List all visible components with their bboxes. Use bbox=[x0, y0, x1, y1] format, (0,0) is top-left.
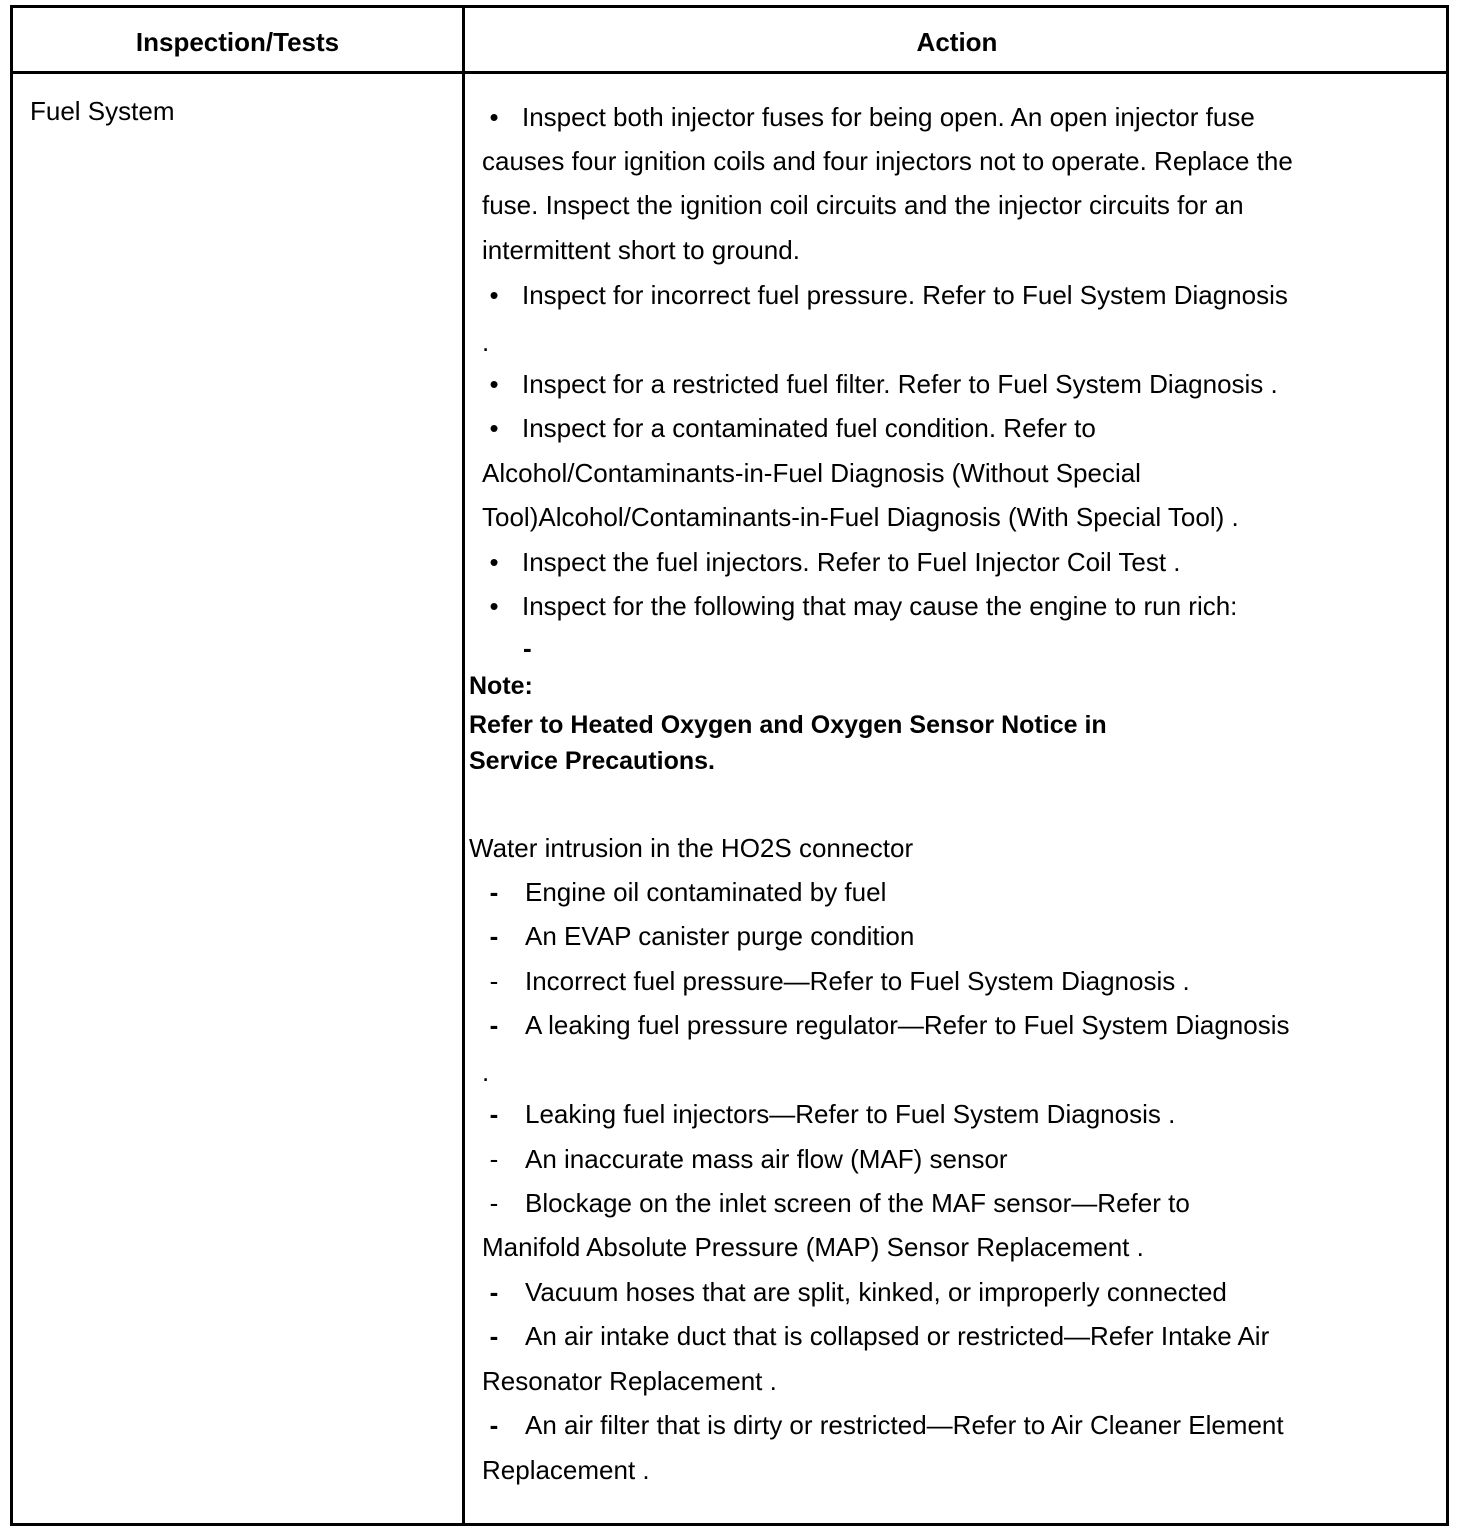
dash-marker: - bbox=[489, 1010, 499, 1040]
list-item-text: Inspect both injector fuses for being open. An open injector fuse bbox=[522, 102, 1255, 132]
dash-marker: - bbox=[523, 633, 532, 663]
list-item-text: causes four ignition coils and four injectors not to operate. Replace the bbox=[482, 146, 1293, 176]
dash-marker: - bbox=[489, 966, 499, 996]
sub-heading: Water intrusion in the HO2S connector bbox=[469, 833, 914, 863]
list-item-text: Inspect for a restricted fuel filter. Refer to Fuel System Diagnosis . bbox=[522, 369, 1278, 399]
list-item-text: Vacuum hoses that are split, kinked, or improperly connected bbox=[525, 1277, 1227, 1307]
list-item-text: An air filter that is dirty or restricted—Refer to Air Cleaner Element bbox=[525, 1410, 1284, 1440]
note-text-line: Service Precautions. bbox=[469, 747, 715, 775]
dash-marker: - bbox=[489, 877, 499, 907]
list-item-text: . bbox=[482, 1057, 490, 1087]
list-item-text: fuse. Inspect the ignition coil circuits and the injector circuits for an bbox=[482, 190, 1244, 220]
dash-marker: - bbox=[489, 1277, 499, 1307]
bullet-marker: • bbox=[489, 591, 499, 621]
list-item-text: intermittent short to ground. bbox=[482, 235, 800, 265]
column-header-inspection-tests: Inspection/Tests bbox=[135, 27, 340, 57]
list-item-text: Blockage on the inlet screen of the MAF sensor—Refer to bbox=[525, 1188, 1190, 1218]
list-item-text: A leaking fuel pressure regulator—Refer to Fuel System Diagnosis bbox=[525, 1010, 1290, 1040]
dash-marker: - bbox=[489, 1321, 499, 1351]
column-divider bbox=[462, 8, 465, 1523]
bullet-marker: • bbox=[489, 102, 499, 132]
note-text-line: Refer to Heated Oxygen and Oxygen Sensor Notice in bbox=[469, 711, 1107, 739]
dash-marker: - bbox=[489, 1188, 499, 1218]
bullet-marker: • bbox=[489, 413, 499, 443]
list-item-text: Inspect for a contaminated fuel condition. Refer to bbox=[522, 413, 1096, 443]
list-item-text: Resonator Replacement . bbox=[482, 1366, 777, 1396]
list-item-text: Engine oil contaminated by fuel bbox=[525, 877, 887, 907]
list-item-text: An inaccurate mass air flow (MAF) sensor bbox=[525, 1144, 1008, 1174]
list-item-text: Replacement . bbox=[482, 1455, 650, 1485]
bullet-marker: • bbox=[489, 369, 499, 399]
dash-marker: - bbox=[489, 921, 499, 951]
dash-marker: - bbox=[489, 1099, 499, 1129]
table-header-row bbox=[13, 8, 1446, 74]
note-label: Note: bbox=[469, 672, 533, 700]
dash-marker: - bbox=[489, 1144, 499, 1174]
list-item-text: Inspect the fuel injectors. Refer to Fuel Injector Coil Test . bbox=[522, 547, 1181, 577]
list-item-text: Alcohol/Contaminants-in-Fuel Diagnosis (Without Special bbox=[482, 458, 1141, 488]
list-item-text: Tool)Alcohol/Contaminants-in-Fuel Diagnosis (With Special Tool) . bbox=[482, 502, 1239, 532]
list-item-text: An air intake duct that is collapsed or restricted—Refer Intake Air bbox=[525, 1321, 1270, 1351]
list-item-text: Leaking fuel injectors—Refer to Fuel System Diagnosis . bbox=[525, 1099, 1176, 1129]
dash-marker: - bbox=[489, 1410, 499, 1440]
list-item-text: Inspect for incorrect fuel pressure. Refer to Fuel System Diagnosis bbox=[522, 280, 1288, 310]
inspection-table bbox=[10, 5, 1449, 1526]
column-header-action: Action bbox=[916, 27, 998, 57]
list-item-text: An EVAP canister purge condition bbox=[525, 921, 915, 951]
category-cell: Fuel System bbox=[30, 96, 175, 126]
list-item-text: Inspect for the following that may cause the engine to run rich: bbox=[522, 591, 1238, 621]
list-item-text: Incorrect fuel pressure—Refer to Fuel System Diagnosis . bbox=[525, 966, 1190, 996]
list-item-text: . bbox=[482, 327, 490, 357]
bullet-marker: • bbox=[489, 547, 499, 577]
list-item-text: Manifold Absolute Pressure (MAP) Sensor Replacement . bbox=[482, 1232, 1144, 1262]
bullet-marker: • bbox=[489, 280, 499, 310]
